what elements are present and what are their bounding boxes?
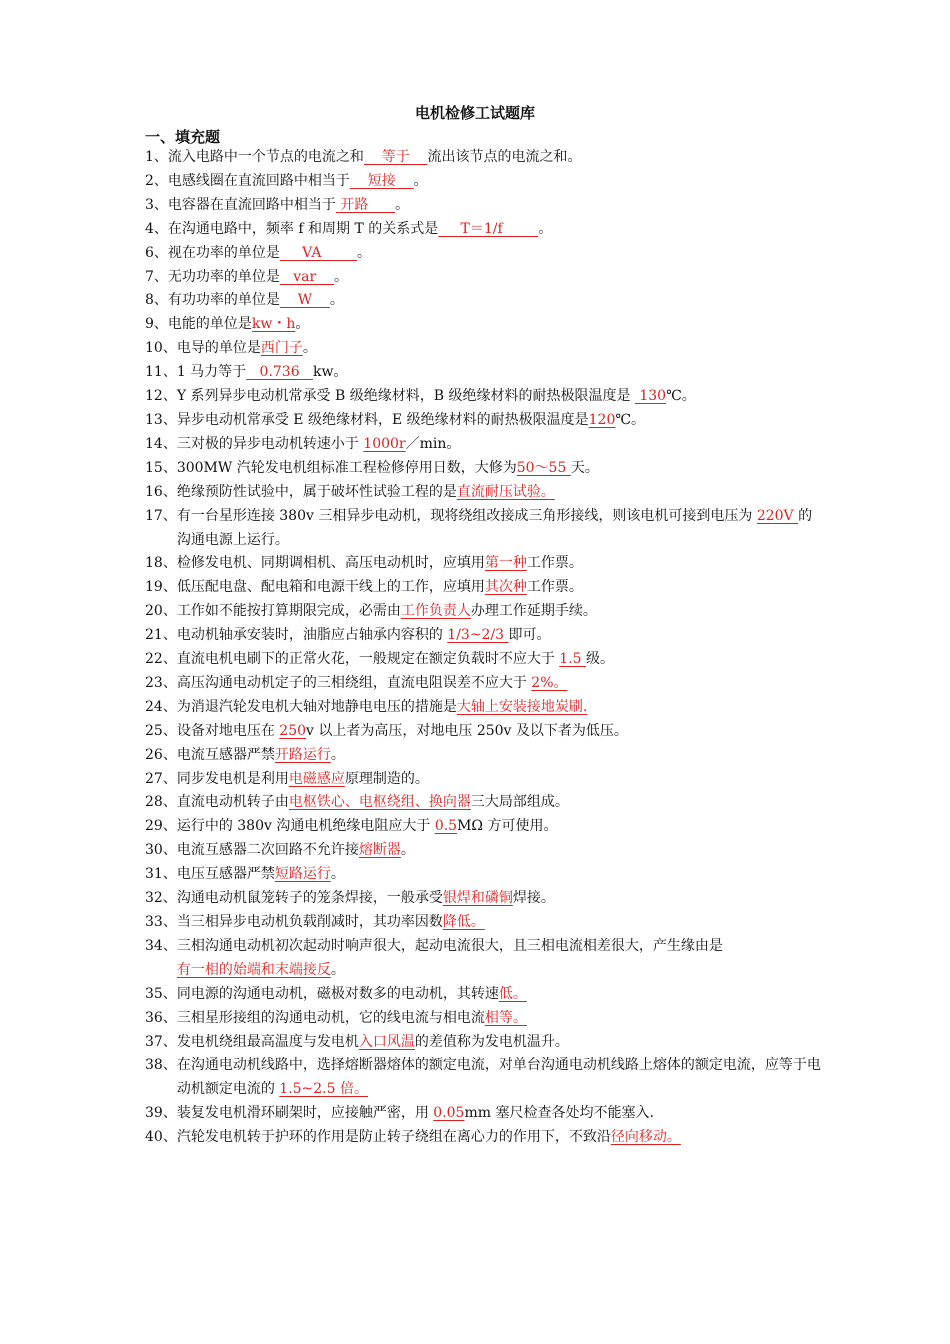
question-segment: 在沟通电路中，频率 f 和周期 T 的关系式是 (167, 220, 439, 237)
question-number: 37、 (145, 1033, 177, 1050)
question-text (177, 911, 825, 935)
question-text (168, 146, 825, 170)
question-segment: ℃。 (615, 411, 646, 428)
question-item (145, 1126, 825, 1150)
question-number: 23、 (145, 674, 177, 691)
question-item (145, 457, 825, 481)
answer-blank: 220V (756, 507, 799, 524)
answer-blank: 开路运行 (274, 746, 331, 763)
question-item (145, 887, 825, 911)
question-item (145, 744, 825, 768)
question-item (145, 648, 825, 672)
question-item (145, 696, 825, 720)
question-item (145, 170, 825, 194)
answer-blank: 1.5 (559, 651, 586, 668)
question-number: 16、 (145, 483, 177, 500)
question-segment: 发电机绕组最高温度与发电机 (176, 1033, 359, 1050)
question-text (168, 170, 825, 194)
question-item (145, 266, 825, 290)
answer-blank: 电磁感应 (288, 770, 345, 787)
question-number: 14、 (145, 435, 177, 452)
question-segment: ℃。 (666, 388, 696, 405)
answer-blank: T＝1/f (438, 220, 539, 237)
question-segment: 沟通电动机鼠笼转子的笼条焊接，一般承受 (176, 890, 443, 907)
question-item (145, 600, 825, 624)
question-segment: 电容器在直流回路中相当于 (167, 196, 336, 213)
question-item (145, 1007, 825, 1031)
question-number: 19、 (145, 579, 177, 596)
question-text (177, 361, 825, 385)
question-item (145, 624, 825, 648)
question-text (177, 1054, 825, 1102)
answer-blank: 130 (634, 388, 667, 405)
question-segment: 在沟通电动机线路中，选择熔断器熔体的额定电流，对单台沟通电动机线路上熔体的额定电流，应等于电动机额定电流的 (176, 1057, 821, 1098)
question-item (145, 242, 825, 266)
question-item (145, 1102, 825, 1126)
question-segment: 办理工作延期手续。 (470, 603, 597, 620)
question-segment: 电动机轴承安装时，油脂应占轴承内容积的 (176, 627, 448, 644)
question-segment: 。 (400, 842, 415, 859)
question-number: 2、 (145, 172, 168, 189)
question-segment: 三相星形接组的沟通电动机，它的线电流与相电流 (176, 1009, 485, 1026)
question-item (145, 361, 825, 385)
answer-blank: 电枢铁心、电枢绕组、换向器 (288, 794, 471, 811)
question-segment: 运行中的 380v 沟通电机绝缘电阻应大于 (176, 818, 435, 835)
question-text (177, 576, 825, 600)
answer-blank: 直流耐压试验。 (456, 483, 555, 500)
question-segment: 设备对地电压在 (176, 722, 280, 739)
answer-blank: 第一种 (484, 555, 527, 572)
answer-blank: var (279, 268, 335, 285)
question-item (145, 481, 825, 505)
question-segment: 。 (330, 961, 345, 978)
question-item (145, 935, 825, 983)
question-number: 20、 (145, 603, 177, 620)
question-text (177, 505, 825, 553)
question-segment: 。 (330, 866, 345, 883)
question-segment: v 以上者为高压，对地电压 250v 及以下者为低压。 (306, 722, 628, 739)
answer-blank: 0.736 (246, 364, 313, 381)
question-segment: 直流电动机转子由 (176, 794, 289, 811)
answer-blank: VA (279, 244, 358, 261)
question-text (177, 409, 825, 433)
question-text (177, 1126, 825, 1150)
question-segment: 当三相异步电动机负载削减时，其功率因数 (176, 914, 443, 930)
question-text (177, 672, 825, 696)
question-segment: mm 塞尺检查各处均不能塞入. (464, 1105, 654, 1122)
question-segment: 三相沟通电动机初次起动时响声很大，起动电流很大，且三相电流相差很大，产生缘由是 (176, 937, 723, 954)
answer-blank: 50～55 (516, 459, 571, 476)
question-text (168, 313, 825, 337)
question-list (145, 146, 825, 1150)
question-item (145, 194, 825, 218)
question-item (145, 815, 825, 839)
question-number: 29、 (145, 818, 177, 835)
question-number: 6、 (145, 244, 168, 261)
question-number: 38、 (145, 1057, 177, 1074)
question-number: 9、 (145, 316, 168, 333)
question-segment: 工作票。 (526, 579, 583, 596)
question-segment: ／min。 (405, 435, 461, 452)
answer-blank: 银焊和磷铜 (442, 890, 513, 907)
question-number: 34、 (145, 937, 177, 954)
question-text (177, 600, 825, 624)
question-number: 35、 (145, 985, 177, 1002)
question-item (145, 720, 825, 744)
question-item (145, 289, 825, 313)
answer-blank: 1000r (363, 435, 406, 452)
answer-blank: 工作负责人 (400, 603, 471, 620)
question-segment: 电流互感器严禁 (176, 746, 275, 763)
question-text (177, 457, 825, 481)
question-segment: 电压互感器严禁 (176, 866, 275, 883)
question-segment: 同电源的沟通电动机，磁极对数多的电动机，其转速 (176, 985, 499, 1002)
question-segment: 三对极的异步电动机转速小于 (176, 435, 364, 452)
answer-blank: 其次种 (484, 579, 527, 596)
question-item (145, 385, 825, 409)
question-number: 18、 (145, 555, 177, 572)
question-segment: 。 (413, 172, 428, 189)
question-number: 3、 (145, 196, 168, 213)
answer-blank: 低。 (498, 985, 527, 1002)
question-text (168, 194, 825, 218)
question-segment: 焊接。 (512, 890, 555, 907)
question-text (177, 433, 825, 457)
question-text (168, 266, 825, 290)
question-number: 11、 (145, 364, 177, 381)
question-segment: 级。 (586, 651, 614, 668)
question-segment: 异步电动机常承受 E 级绝缘材料，E 级绝缘材料的耐热极限温度是 (176, 411, 589, 428)
question-segment: 。 (334, 268, 349, 285)
question-segment: 300MW 汽轮发电机组标准工程检修停用日数，大修为 (176, 459, 517, 476)
answer-blank: 0.5 (434, 818, 458, 835)
question-number: 28、 (145, 794, 177, 811)
question-text (177, 887, 825, 911)
question-segment: 有功功率的单位是 (167, 292, 280, 309)
question-segment: 高压沟通电动机定子的三相绕组，直流电阻误差不应大于 (176, 674, 532, 691)
question-number: 17、 (145, 507, 177, 524)
question-segment: 三大局部组成。 (470, 794, 569, 811)
question-item (145, 672, 825, 696)
question-segment: 直流电机电刷下的正常火花，一般规定在额定负载时不应大于 (176, 651, 560, 668)
question-segment: 的沟通电源上运行。 (176, 507, 813, 548)
question-item (145, 337, 825, 361)
answer-blank: 短接 (349, 172, 414, 189)
question-segment: 。 (329, 292, 344, 309)
question-item (145, 1031, 825, 1055)
question-number: 26、 (145, 746, 177, 763)
question-segment: kw。 (312, 364, 348, 381)
question-text (168, 218, 825, 242)
answer-blank: 开路 (335, 196, 396, 213)
question-item (145, 218, 825, 242)
question-segment: 流入电路中一个节点的电流之和 (167, 149, 364, 165)
question-number: 33、 (145, 914, 177, 930)
answer-blank: 西门子 (260, 340, 303, 357)
question-text (177, 839, 825, 863)
question-number: 12、 (145, 388, 177, 405)
question-text (177, 791, 825, 815)
question-segment: 电感线圈在直流回路中相当于 (167, 172, 350, 189)
question-number: 4、 (145, 220, 168, 237)
question-text (177, 744, 825, 768)
answer-blank: 大轴上安装接地炭刷. (456, 698, 588, 715)
question-segment: 的差值称为发电机温升。 (414, 1033, 569, 1050)
question-text (177, 935, 825, 983)
answer-blank: 入口风温 (358, 1033, 415, 1050)
question-text (177, 648, 825, 672)
question-text (177, 863, 825, 887)
question-segment: 装复发电机滑环刷架时，应接触严密，用 (176, 1105, 434, 1122)
question-item (145, 1054, 825, 1102)
question-text (177, 815, 825, 839)
question-segment: 。 (295, 316, 310, 333)
question-segment: 电流互感器二次回路不允许接 (176, 842, 359, 859)
question-text (177, 624, 825, 648)
question-text (177, 1007, 825, 1031)
answer-blank: 相等。 (484, 1009, 527, 1026)
question-number: 15、 (145, 459, 177, 476)
question-number: 32、 (145, 890, 177, 907)
question-item (145, 505, 825, 553)
question-number: 21、 (145, 627, 177, 644)
question-number: 27、 (145, 770, 177, 787)
question-number: 7、 (145, 268, 168, 285)
question-segment: 。 (395, 196, 410, 213)
question-text (168, 289, 825, 313)
question-item (145, 911, 825, 935)
question-segment: 为消退汽轮发电机大轴对地静电电压的措施是 (176, 698, 457, 715)
question-text (177, 696, 825, 720)
question-segment: 。 (357, 244, 372, 261)
question-item (145, 791, 825, 815)
question-text (177, 720, 825, 744)
answer-blank: 降低。 (442, 914, 485, 930)
question-segment: 有一台星形连接 380v 三相异步电动机，现将绕组改接成三角形接线，则该电机可接到电压为 (176, 507, 757, 524)
answer-blank: 有一相的始端和末端接反 (176, 961, 331, 978)
answer-blank: 120 (588, 411, 616, 428)
question-item (145, 863, 825, 887)
question-text (177, 768, 825, 792)
question-segment: 同步发电机是利用 (176, 770, 289, 787)
answer-blank: 短路运行 (274, 866, 331, 883)
question-text (177, 552, 825, 576)
answer-blank: 径向移动。 (610, 1129, 681, 1146)
question-segment: 低压配电盘、配电箱和电源干线上的工作，应填用 (176, 579, 485, 596)
question-segment: Y 系列异步电动机常承受 B 级绝缘材料，B 级绝缘材料的耐热极限温度是 (176, 388, 635, 405)
question-text (177, 1102, 825, 1126)
question-number: 39、 (145, 1105, 177, 1122)
question-segment: 即可。 (508, 627, 551, 644)
question-number: 1、 (145, 149, 168, 165)
answer-blank: 1.5~2.5 倍。 (279, 1081, 368, 1098)
question-segment: 流出该节点的电流之和。 (427, 149, 582, 165)
question-text (177, 983, 825, 1007)
question-text (168, 242, 825, 266)
question-number: 36、 (145, 1009, 177, 1026)
question-segment: MΩ 方可使用。 (457, 818, 558, 835)
question-text (177, 337, 825, 361)
question-segment: 无功功率的单位是 (167, 268, 280, 285)
question-number: 22、 (145, 651, 177, 668)
question-item (145, 313, 825, 337)
question-segment: 汽轮发电机转于护环的作用是防止转子绕组在离心力的作用下，不致沿 (176, 1129, 611, 1146)
question-item (145, 983, 825, 1007)
question-item (145, 146, 825, 170)
answer-blank: 2%。 (531, 674, 568, 691)
question-number: 30、 (145, 842, 177, 859)
question-segment: 。 (538, 220, 553, 237)
question-segment: 。 (302, 340, 317, 357)
answer-blank: 0.05 (433, 1105, 465, 1122)
question-item (145, 433, 825, 457)
question-item (145, 839, 825, 863)
question-segment: 工作如不能按打算期限完成，必需由 (176, 603, 401, 620)
question-text (177, 481, 825, 505)
question-segment: 电能的单位是 (167, 316, 252, 333)
question-segment: 工作票。 (526, 555, 583, 572)
question-item (145, 409, 825, 433)
question-segment: 绝缘预防性试验中，属于破坏性试验工程的是 (176, 483, 457, 500)
question-number: 24、 (145, 698, 177, 715)
question-number: 10、 (145, 340, 177, 357)
question-segment: 检修发电机、同期调相机、高压电动机时，应填用 (176, 555, 485, 572)
question-number: 13、 (145, 411, 177, 428)
question-segment: 电导的单位是 (176, 340, 261, 357)
question-segment: 视在功率的单位是 (167, 244, 280, 261)
section-title: 一、填充题 (145, 128, 221, 146)
answer-blank: 250 (279, 722, 307, 739)
question-text (177, 385, 825, 409)
question-item (145, 552, 825, 576)
question-number: 25、 (145, 722, 177, 739)
question-segment: 原理制造的。 (344, 770, 429, 787)
answer-blank: W (279, 292, 330, 309)
question-number: 8、 (145, 292, 168, 309)
answer-blank: 1/3~2/3 (447, 627, 509, 644)
question-segment: 。 (330, 746, 345, 763)
question-segment: 天。 (570, 459, 599, 476)
question-segment: 1 马力等于 (176, 364, 247, 381)
answer-blank: 熔断器 (358, 842, 401, 859)
answer-blank: 等于 (363, 149, 428, 165)
question-number: 31、 (145, 866, 177, 883)
question-item (145, 768, 825, 792)
document-title: 电机检修工试题库 (414, 104, 535, 122)
answer-blank: kw・h (251, 316, 296, 333)
question-item (145, 576, 825, 600)
question-text (177, 1031, 825, 1055)
question-number: 40、 (145, 1129, 177, 1146)
